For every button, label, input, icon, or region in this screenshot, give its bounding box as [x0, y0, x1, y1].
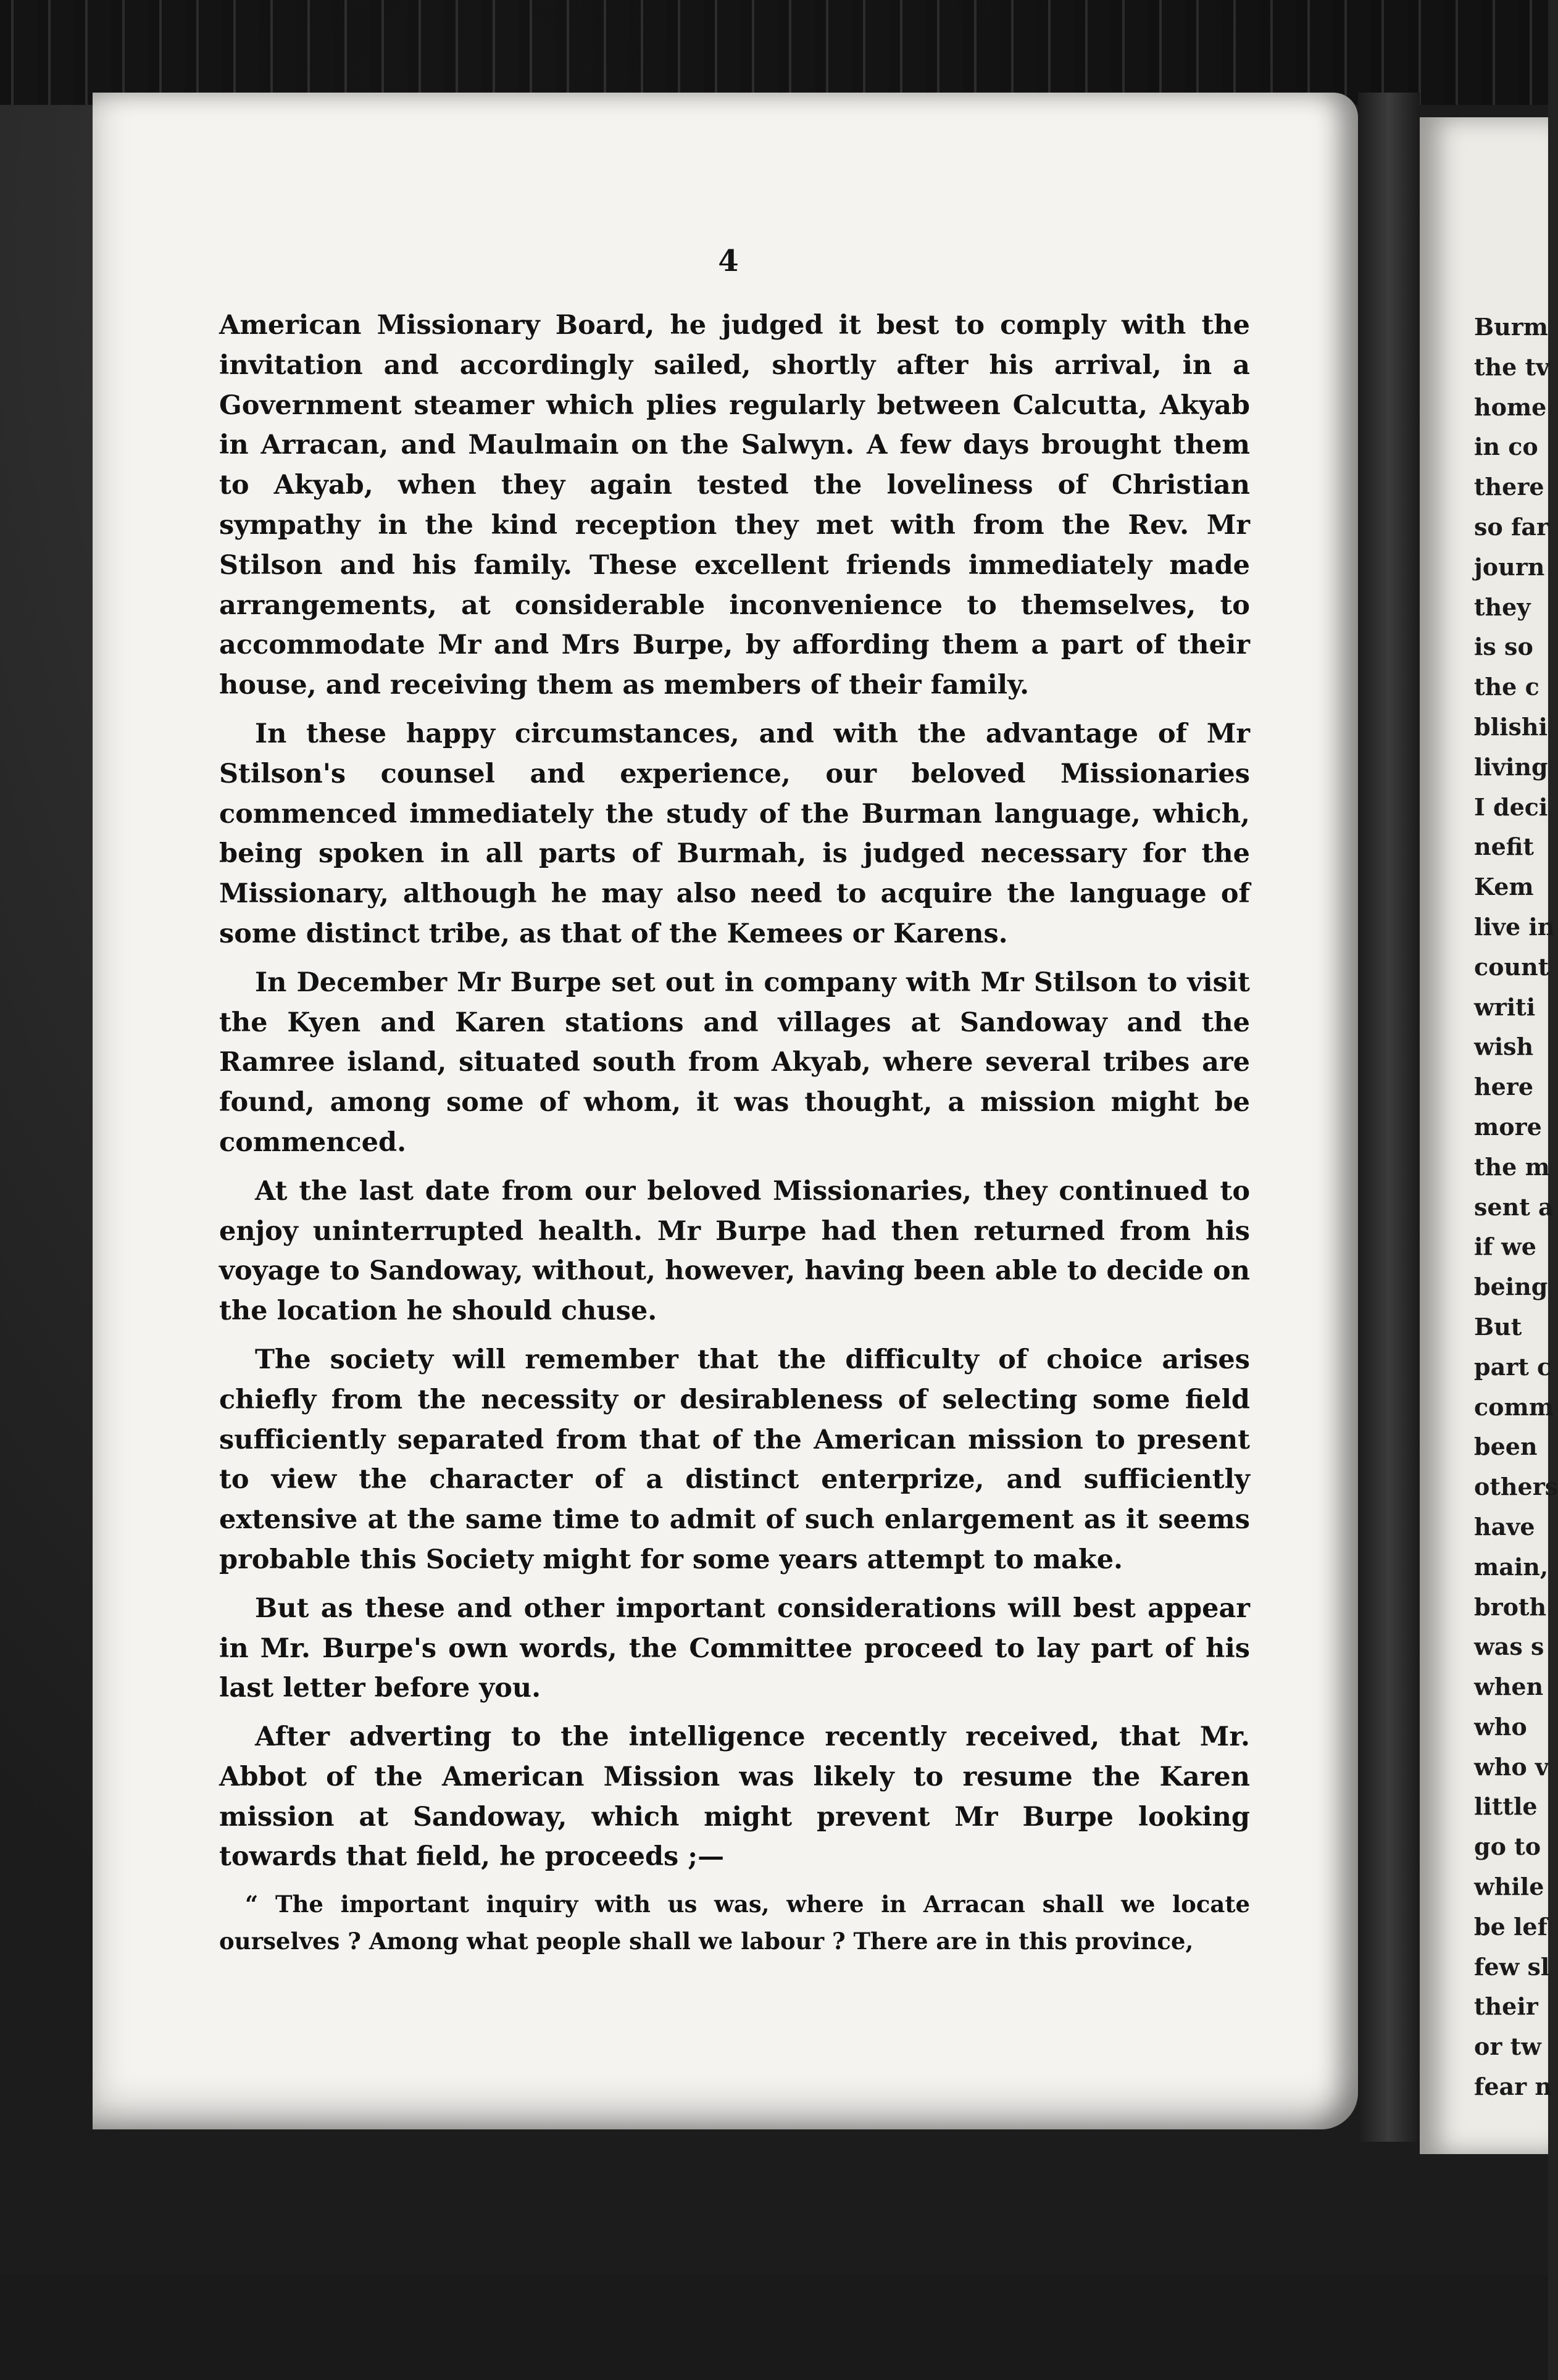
next-page-text-fragments — [1474, 307, 1558, 2107]
next-page-fragment: nefit — [1474, 833, 1534, 861]
next-page-fragment: be lef — [1474, 1912, 1548, 1941]
next-page-fragment: part c — [1474, 1352, 1552, 1381]
next-page-fragment: been — [1474, 1433, 1538, 1461]
next-page-fragment: I deci — [1474, 793, 1548, 821]
next-page-fragment: they — [1474, 593, 1531, 621]
next-page-fragment: more — [1474, 1112, 1542, 1141]
next-page-fragment: go to — [1474, 1833, 1541, 1861]
next-page-fragment: journ — [1474, 552, 1545, 581]
next-page-fragment: is so — [1474, 633, 1533, 661]
next-page-fragment: who v — [1474, 1752, 1549, 1781]
quoted-letter: “ The important inquiry with us was, where in Arracan shall we locate ourselves ? Among what people shall we labour ? There are in this province, — [219, 1891, 1250, 1955]
next-page-fragment: wish — [1474, 1033, 1534, 1061]
page-body — [219, 306, 1250, 1960]
next-page-fragment: here — [1474, 1073, 1534, 1101]
next-page-fragment: few sl — [1474, 1952, 1550, 1981]
next-page-fragment: so far — [1474, 512, 1549, 541]
next-page-fragment: count — [1474, 952, 1549, 981]
page-number: 4 — [718, 244, 739, 278]
next-page-fragment: broth — [1474, 1592, 1547, 1621]
next-page-fragment: being — [1474, 1273, 1548, 1301]
paragraph-5: The society will remember that the difficulty of choice arises chiefly from the necessity or desirableness of selecting some field sufficiently separated from that of the American mission to present to view the character of a distinct enterprize, and sufficiently extensive at the same time to admit of such enlargement as it seems probable this Society might for some years attempt to make. — [219, 1344, 1250, 1575]
paragraph-4: At the last date from our beloved Missionaries, they continued to enjoy uninterrupted health. Mr Burpe had then returned from his voyage to Sandoway, without, however, having been able to decide on the location he should chuse. — [219, 1175, 1250, 1327]
next-page-fragment: when — [1474, 1673, 1544, 1701]
next-page-fragment: the m — [1474, 1152, 1550, 1181]
next-page-fragment: Burm — [1474, 313, 1548, 341]
next-page-fragment: blishi — [1474, 712, 1548, 741]
next-page-fragment: But — [1474, 1312, 1522, 1341]
paragraph-1: American Missionary Board, he judged it best to comply with the invitation and accordingly sailed, shortly after his arrival, in a Government steamer which plies regularly between Calcutta, Akyab in Arracan, and Maulmain on the Salwyn. A few days brought them to Akyab, when they again tested the loveliness of Christian sympathy in the kind reception they met with from the Rev. Mr Stilson and his family. These excellent friends immediately made arrangements, at considerable inconvenience to themselves, to accommodate Mr and Mrs Burpe, by affording them a part of their house, and receiving them as members of their family. — [219, 310, 1250, 701]
next-page-fragment: have — [1474, 1512, 1535, 1541]
next-page-fragment: Kem — [1474, 873, 1534, 901]
film-edge-bottom — [0, 2275, 1548, 2380]
paragraph-3: In December Mr Burpe set out in company with Mr Stilson to visit the Kyen and Karen stations and villages at Sandoway and the Ramree island, situated south from Akyab, where several tribes are found, among some of whom, it was thought, a mission might be commenced. — [219, 967, 1250, 1158]
next-page-fragment: in co — [1474, 433, 1538, 461]
next-page-fragment: if we — [1474, 1233, 1536, 1261]
next-page-fragment: home — [1474, 393, 1547, 421]
next-page-fragment: the c — [1474, 673, 1539, 701]
next-page-fragment: live in — [1474, 912, 1555, 941]
next-page-fragment: was s — [1474, 1633, 1544, 1661]
book-gutter — [1358, 93, 1420, 2142]
next-page-fragment: little — [1474, 1792, 1538, 1821]
film-edge-top — [0, 0, 1548, 105]
next-page-fragment: comm — [1474, 1392, 1554, 1421]
paragraph-6: But as these and other important considerations will best appear in Mr. Burpe's own words, the Committee proceed to lay part of his last letter before you. — [219, 1592, 1250, 1704]
next-page-fragment: who — [1474, 1712, 1527, 1741]
next-page-fragment: writi — [1474, 992, 1536, 1021]
next-page-fragment: there — [1474, 473, 1544, 501]
next-page-fragment: main, — [1474, 1552, 1549, 1581]
next-page-fragment: their — [1474, 1992, 1538, 2021]
next-page-fragment: sent a — [1474, 1192, 1554, 1221]
next-page-fragment: others — [1474, 1473, 1558, 1501]
next-page-fragment: or tw — [1474, 2033, 1541, 2061]
next-page-fragment: the tv — [1474, 352, 1550, 381]
paragraph-2: In these happy circumstances, and with the advantage of Mr Stilson's counsel and experience, our beloved Missionaries commenced immediately the study of the Burman language, which, being spoken in all parts of Burmah, is judged necessary for the Missionary, although he may also need to acquire the language of some distinct tribe, as that of the Kemees or Karens. — [219, 718, 1250, 949]
next-page-fragment: while — [1474, 1873, 1544, 1901]
next-page-fragment: living — [1474, 752, 1548, 781]
paragraph-7: After adverting to the intelligence recently received, that Mr. Abbot of the American Mission was likely to resume the Karen mission at Sandoway, which might prevent Mr Burpe looking towards that field, he proceeds ;— — [219, 1721, 1250, 1873]
next-page-fragment: fear n — [1474, 2073, 1552, 2101]
